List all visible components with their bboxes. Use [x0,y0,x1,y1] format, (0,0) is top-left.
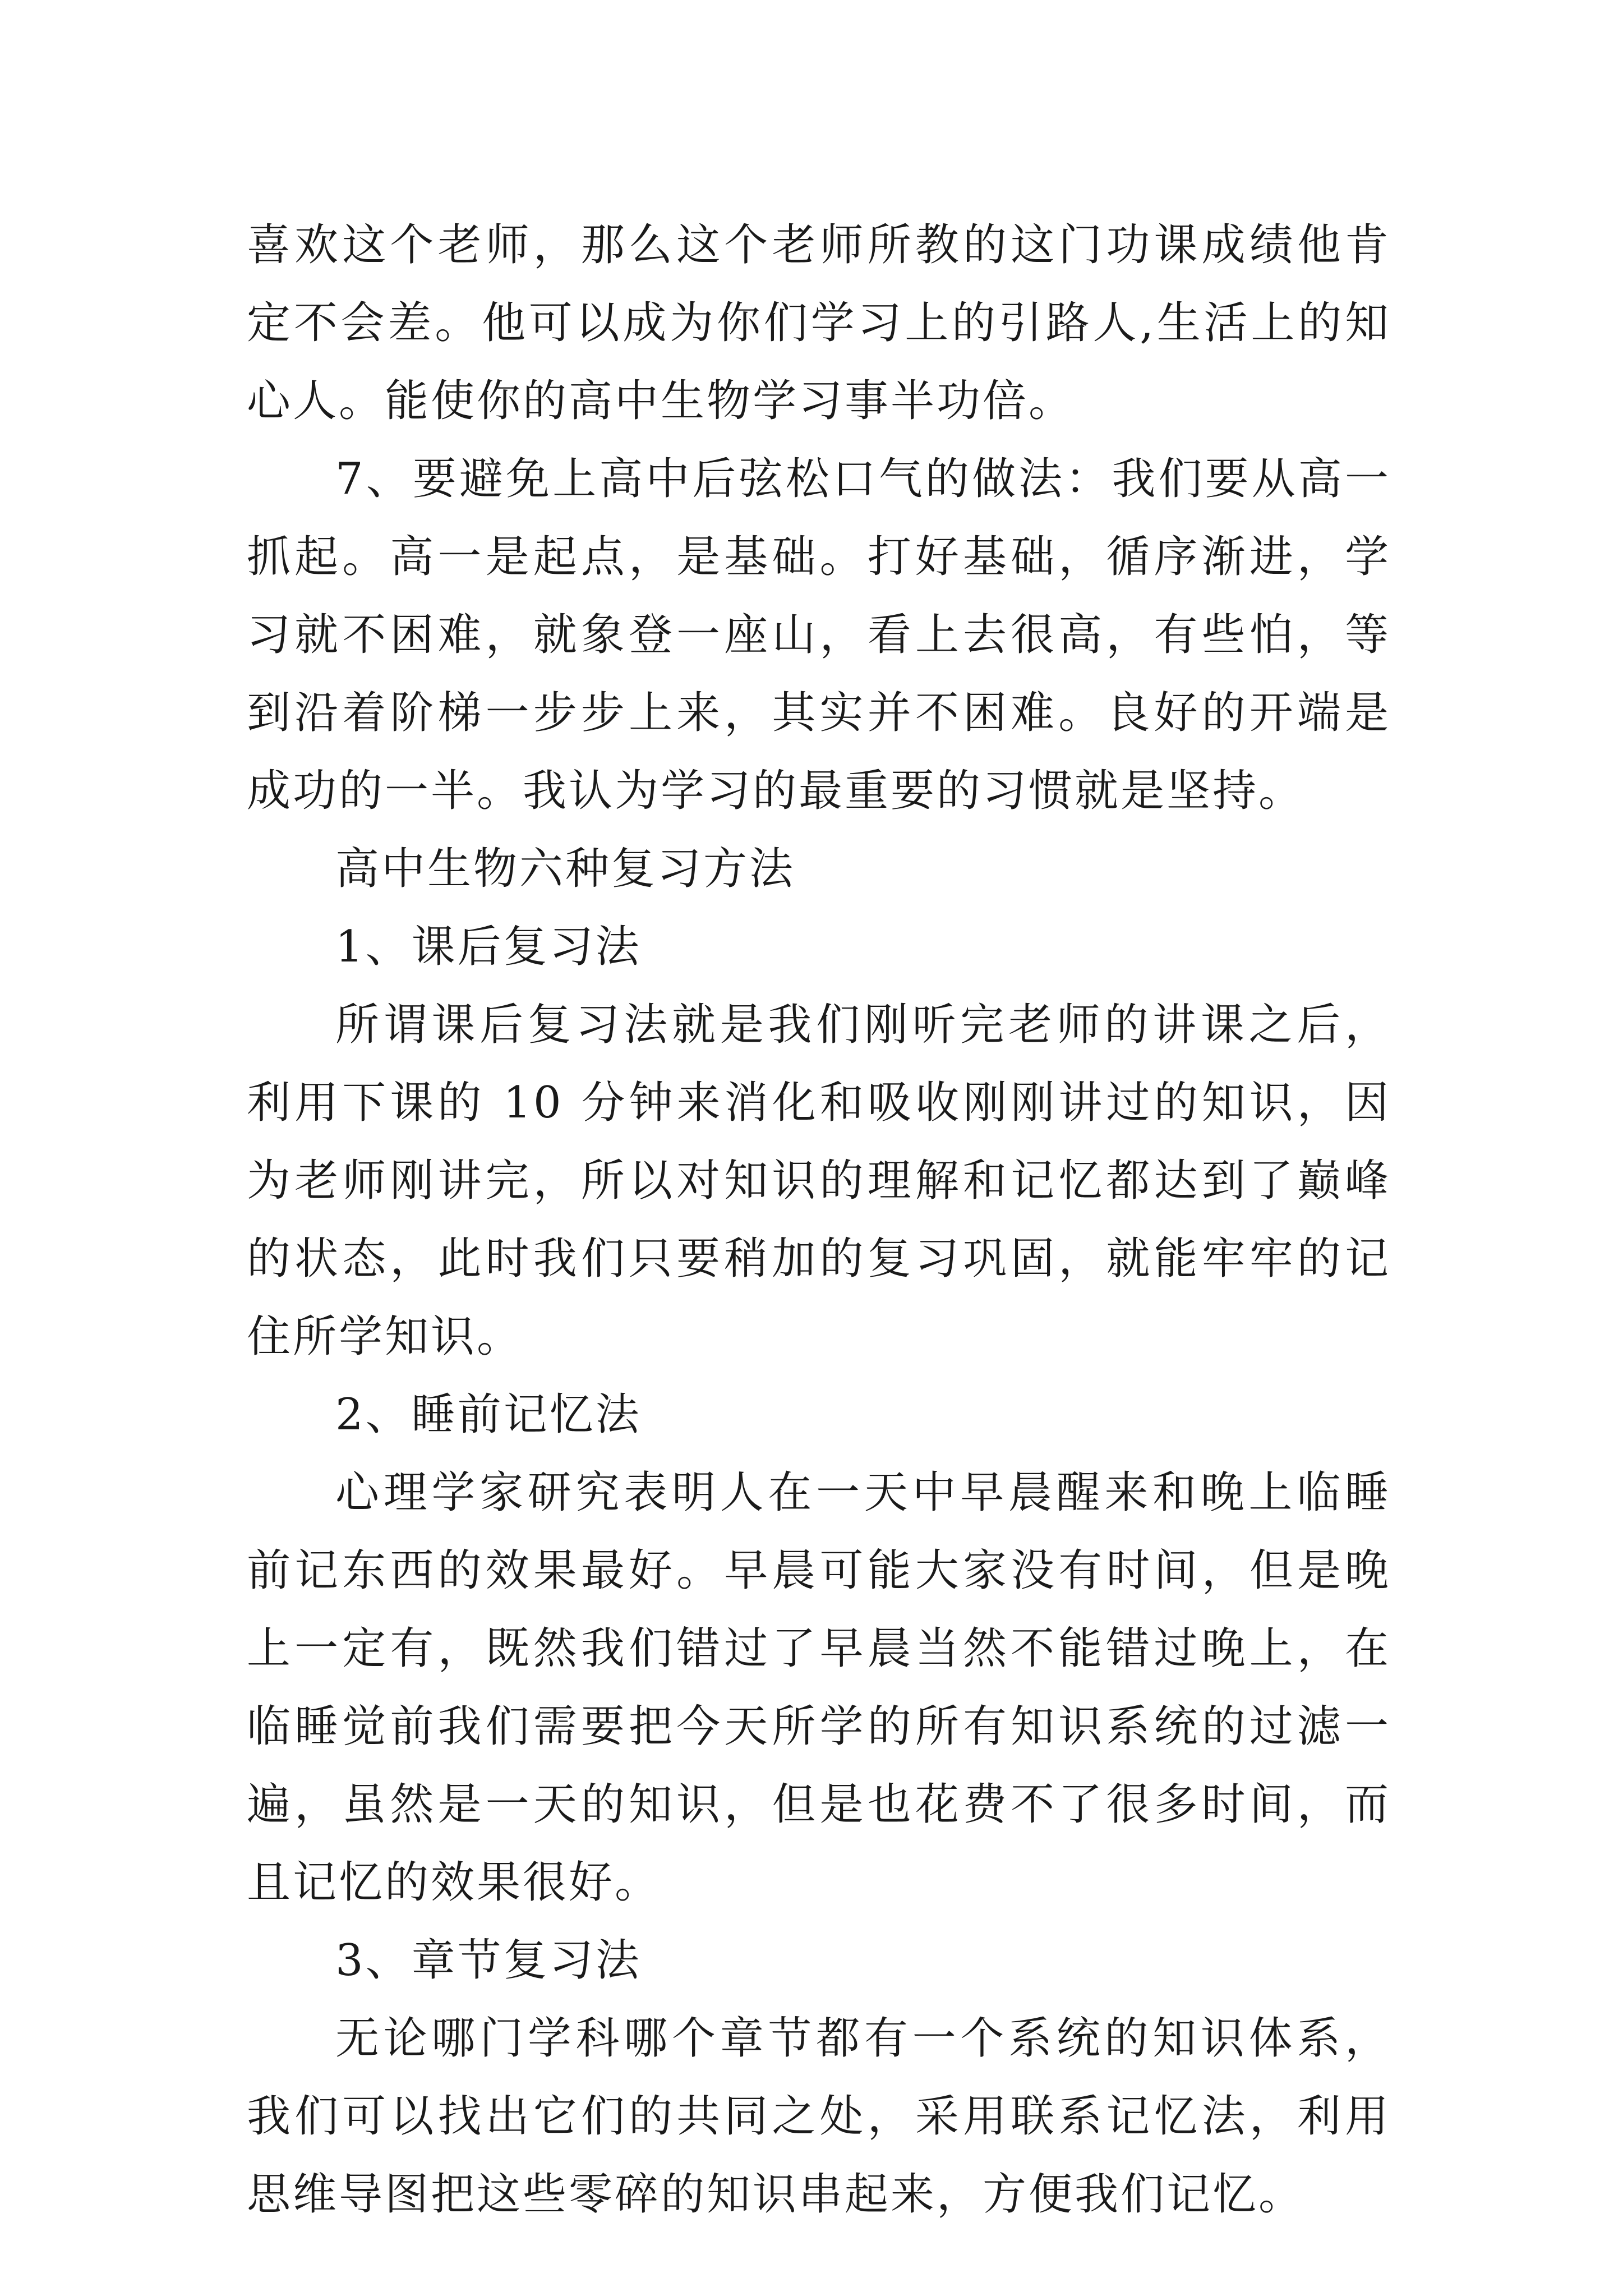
method-3-heading: 3、章节复习法 [335,1935,642,1986]
method-1-heading: 1、课后复习法 [335,922,642,972]
method-2-body: 心理学家研究表明人在一天中早晨醒来和晚上临睡前记东西的效果最好。早晨可能大家没有时间，但是晚上一定有，既然我们错过了早晨当然不能错过晚上，在临睡觉前我们需要把今天所学的所有知识系统的过滤一遍，虽然是一天的知识，但是也花费不了很多时间，而且记忆的效果很好。 [247,1467,1391,1908]
method-1-body: 所谓课后复习法就是我们刚听完老师的讲课之后，利用下课的 10 分钟来消化和吸收刚刚讲过的知识，因为老师刚讲完，所以对知识的理解和记忆都达到了巅峰的状态，此时我们只要稍加的复习巩固，就能牢牢的记住所学知识。 [247,1000,1391,1362]
paragraph-point-7: 7、要避免上高中后弦松口气的做法：我们要从高一抓起。高一是起点，是基础。打好基础，循序渐进，学习就不困难，就象登一座山，看上去很高，有些怕，等到沿着阶梯一步步上来，其实并不困难。良好的开端是成功的一半。我认为学习的最重要的习惯就是坚持。 [247,454,1391,816]
document-body [247,206,1391,2234]
section-heading-review-methods: 高中生物六种复习方法 [335,844,796,894]
method-3-body: 无论哪门学科哪个章节都有一个系统的知识体系，我们可以找出它们的共同之处，采用联系记忆法，利用思维导图把这些零碎的知识串起来，方便我们记忆。 [247,2013,1391,2220]
paragraph-teacher-liking: 喜欢这个老师，那么这个老师所教的这门功课成绩他肯定不会差。他可以成为你们学习上的引路人,生活上的知心人。能使你的高中生物学习事半功倍。 [247,220,1391,426]
method-2-heading: 2、睡前记忆法 [335,1389,642,1440]
